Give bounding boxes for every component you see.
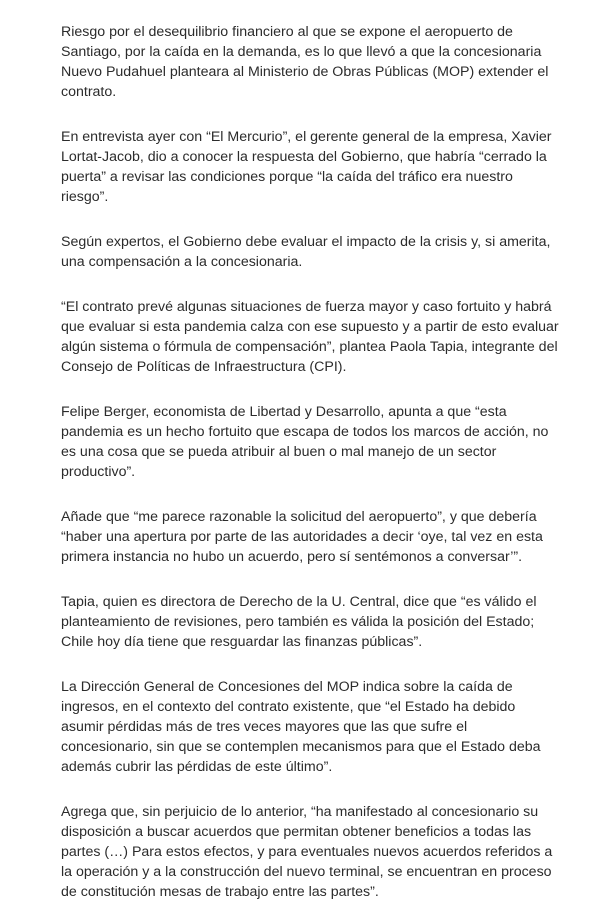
paragraph-8: La Dirección General de Concesiones del MOP indica sobre la caída de ingresos, en el contexto del contrato existente, que “el Estado ha debido asumir pérdidas más de tres veces mayores que las que sufre el concesionario, sin que se contemplen mecanismos para que el Estado deba además cubrir las pérdidas de este último”. — [61, 679, 541, 775]
paragraph-7: Tapia, quien es directora de Derecho de la U. Central, dice que “es válido el planteamiento de revisiones, pero también es válida la posición del Estado; Chile hoy día tiene que resguardar las finanzas públicas”. — [61, 594, 537, 650]
paragraph-1: Riesgo por el desequilibrio financiero al que se expone el aeropuerto de Santiago, por la caída en la demanda, es lo que llevó a que la concesionaria Nuevo Pudahuel planteara al Ministerio de Obras Públicas (MOP) extender el contrato. — [61, 24, 549, 100]
paragraph-2: En entrevista ayer con “El Mercurio”, el gerente general de la empresa, Xavier Lortat-Jacob, dio a conocer la respuesta del Gobierno, que habría “cerrado la puerta” a revisar las condiciones porque “la caída del tráfico era nuestro riesgo”. — [61, 129, 552, 205]
paragraph-5: Felipe Berger, economista de Libertad y Desarrollo, apunta a que “esta pandemia es un hecho fortuito que escapa de todos los marcos de acción, no es una cosa que se pueda atribuir al buen o mal manejo de un sector productivo”. — [61, 404, 549, 480]
paragraph-6: Añade que “me parece razonable la solicitud del aeropuerto”, y que debería “haber una apertura por parte de las autoridades a decir ‘oye, tal vez en esta primera instancia no hubo un acuerdo, pero sí sentémonos a conversar’”. — [61, 509, 543, 565]
paragraph-4: “El contrato prevé algunas situaciones de fuerza mayor y caso fortuito y habrá que evaluar si esta pandemia calza con ese supuesto y a partir de esto evaluar algún sistema o fórmula de compensación”, plantea Paola Tapia, integrante del Consejo de Políticas de Infraestructura (CPI). — [61, 299, 559, 375]
paragraph-9: Agrega que, sin perjuicio de lo anterior, “ha manifestado al concesionario su disposición a buscar acuerdos que permitan obtener beneficios a todas las partes (…) Para estos efectos, y para eventuales nuevos acuerdos referidos a la operación y a la construcción del nuevo terminal, se encuentran en proceso de constitución mesas de trabajo entre las partes”. — [61, 804, 553, 900]
article-body — [61, 22, 561, 902]
paragraph-3: Según expertos, el Gobierno debe evaluar el impacto de la crisis y, si amerita, una compensación a la concesionaria. — [61, 234, 551, 270]
